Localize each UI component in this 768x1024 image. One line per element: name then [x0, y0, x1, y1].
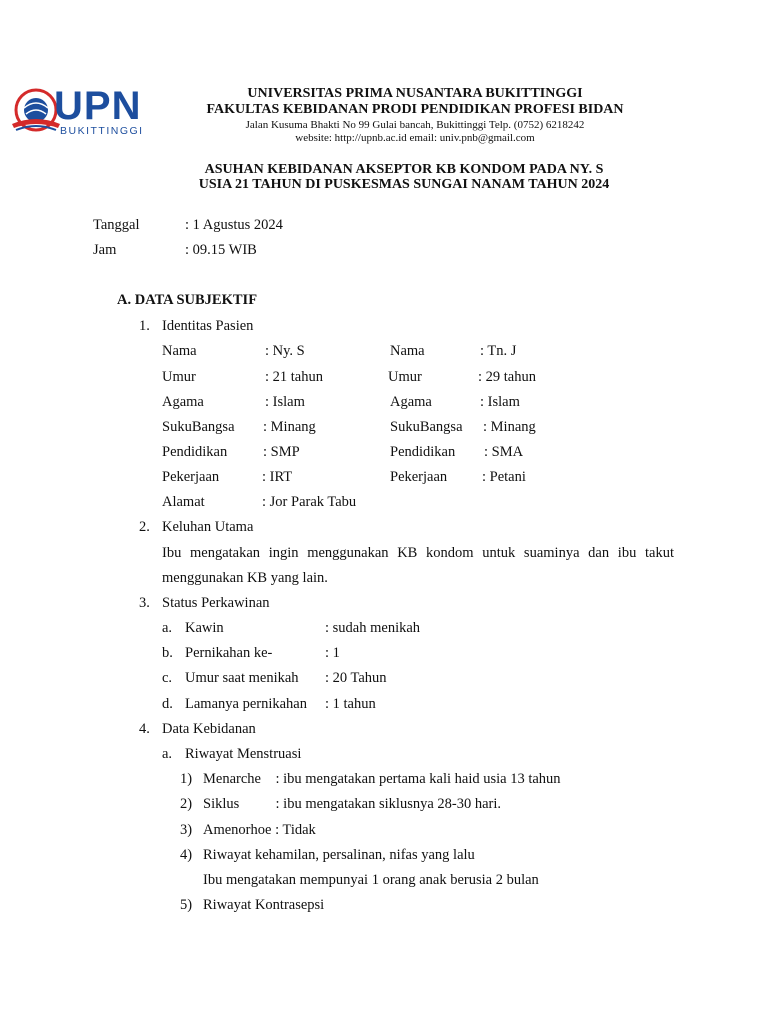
status-value: : sudah menikah [325, 620, 421, 636]
patient-value: : IRT [262, 469, 293, 485]
patient-value: : Islam [265, 394, 305, 410]
husband-value: : 29 tahun [478, 369, 536, 385]
logo-text: UPN [54, 84, 142, 128]
patient-label: Pekerjaan [162, 469, 220, 485]
husband-value: : Minang [483, 419, 536, 435]
patient-label: Agama [162, 394, 204, 410]
menstruasi-item: Riwayat Kontrasepsi [203, 897, 325, 913]
husband-label: Nama [390, 343, 425, 359]
keluhan-text: Ibu mengatakan ingin menggunakan KB kondom untuk suaminya dan ibu takut menggunakan KB yang lain. [162, 545, 674, 586]
husband-label: Umur [388, 369, 422, 385]
university-name: UNIVERSITAS PRIMA NUSANTARA BUKITTINGGI [247, 86, 583, 101]
logo-subtext: BUKITTINGGI [60, 125, 144, 137]
husband-value: : Islam [480, 394, 520, 410]
list-letter: c. [162, 670, 173, 686]
doc-title-line2: USIA 21 TAHUN DI PUSKESMAS SUNGAI NANAM TAHUN 2024 [198, 177, 610, 192]
menstruasi-item-detail: Ibu mengatakan mempunyai 1 orang anak berusia 2 bulan [203, 872, 539, 888]
list-number: 2) [180, 796, 193, 812]
husband-label: Agama [390, 394, 432, 410]
kebidanan-heading: Data Kebidanan [162, 721, 256, 737]
item-number: 4. [139, 721, 150, 737]
keluhan-heading: Keluhan Utama [162, 519, 254, 535]
status-label: Pernikahan ke- [185, 645, 273, 661]
doc-title-line1: ASUHAN KEBIDANAN AKSEPTOR KB KONDOM PADA NY. S [204, 162, 604, 177]
patient-value: : Minang [263, 419, 316, 435]
patient-label: Alamat [162, 494, 205, 510]
patient-label: Pendidikan [162, 444, 228, 460]
status-value: : 20 Tahun [325, 670, 387, 686]
upn-logo [2, 84, 162, 142]
menstruasi-item: Riwayat kehamilan, persalinan, nifas yang lalu [203, 847, 475, 863]
husband-label: Pendidikan [390, 444, 456, 460]
menstruasi-heading: Riwayat Menstruasi [185, 746, 302, 762]
patient-value: : 21 tahun [265, 369, 323, 385]
list-number: 5) [180, 897, 193, 913]
menstruasi-item: Amenorhoe : Tidak [203, 822, 316, 838]
status-label: Kawin [185, 620, 224, 636]
tanggal-value: : 1 Agustus 2024 [185, 217, 283, 233]
list-number: 1) [180, 771, 193, 787]
tanggal-label: Tanggal [93, 217, 140, 233]
item-number: 3. [139, 595, 150, 611]
item-number: 1. [139, 318, 150, 334]
patient-value: : SMP [263, 444, 300, 460]
jam-value: : 09.15 WIB [185, 242, 257, 258]
status-label: Lamanya pernikahan [185, 696, 307, 712]
patient-label: Nama [162, 343, 197, 359]
list-number: 3) [180, 822, 193, 838]
list-letter: a. [162, 620, 173, 636]
husband-value: : Petani [482, 469, 526, 485]
item-number: 2. [139, 519, 150, 535]
patient-value: : Ny. S [265, 343, 305, 359]
status-value: : 1 tahun [325, 696, 376, 712]
list-letter: a. [162, 746, 173, 762]
husband-label: Pekerjaan [390, 469, 448, 485]
list-number: 4) [180, 847, 193, 863]
website-email: website: http://upnb.ac.id email: univ.pnb@gmail.com [295, 132, 535, 144]
husband-value: : Tn. J [480, 343, 517, 359]
menstruasi-item: Menarche : ibu mengatakan pertama kali haid usia 13 tahun [203, 771, 561, 787]
menstruasi-item: Siklus : ibu mengatakan siklusnya 28-30 hari. [203, 796, 502, 812]
jam-label: Jam [93, 242, 117, 258]
list-letter: d. [162, 696, 173, 712]
patient-label: Umur [162, 369, 196, 385]
status-label: Umur saat menikah [185, 670, 299, 686]
identitas-heading: Identitas Pasien [162, 318, 254, 334]
husband-label: SukuBangsa [390, 419, 463, 435]
section-a-heading: A. DATA SUBJEKTIF [117, 292, 258, 308]
address: Jalan Kusuma Bhakti No 99 Gulai bancah, Bukittinggi Telp. (0752) 6218242 [245, 119, 585, 131]
patient-label: SukuBangsa [162, 419, 235, 435]
status-heading: Status Perkawinan [162, 595, 270, 611]
status-value: : 1 [325, 645, 340, 661]
patient-value: : Jor Parak Tabu [262, 494, 357, 510]
list-letter: b. [162, 645, 173, 661]
faculty-name: FAKULTAS KEBIDANAN PRODI PENDIDIKAN PROFESI BIDAN [206, 102, 624, 117]
husband-value: : SMA [484, 444, 524, 460]
